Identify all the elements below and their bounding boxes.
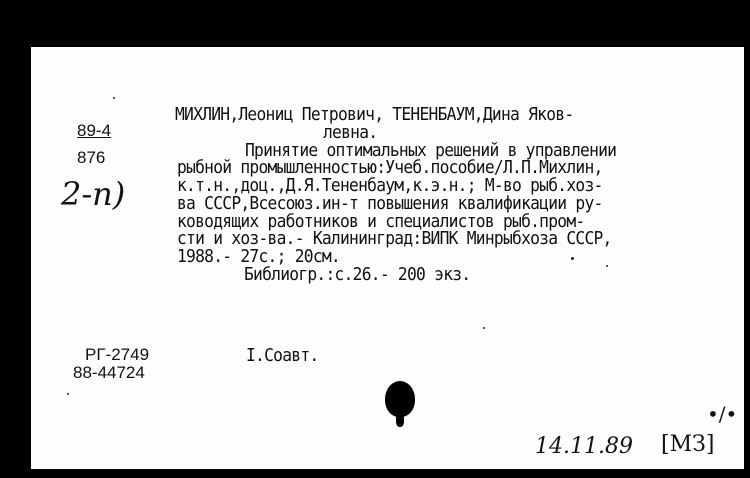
tracing-line: I.Соавт.: [246, 346, 319, 366]
shelfmark-line-1: 89-4: [77, 121, 112, 140]
entry-body-line: сти и хоз-ва.- Калининград:ВИПК Минрыбхоза СССР,: [177, 229, 612, 249]
speck: [113, 97, 115, 99]
entry-body-line: ководящих работников и специалистов рыб.пром-: [177, 212, 585, 232]
handwritten-stamp: [МЗ]: [661, 432, 715, 457]
registration-number-2: 88-44724: [73, 363, 145, 382]
ink-blot-tail: [396, 413, 404, 427]
speck: [571, 257, 574, 260]
entry-heading-continuation: левна.: [323, 123, 378, 143]
entry-heading-line: МИХЛИН,Леониц Петрович, ТЕНЕНБАУМ,Дина Яков-: [175, 105, 574, 125]
entry-body-line: 1988.- 27с.; 20см.: [177, 247, 340, 267]
entry-body-line: ва СССР,Всесоюз.ин-т повышения квалификации ру-: [177, 194, 603, 214]
registration-number-1: РГ-2749: [85, 345, 150, 364]
entry-body-line: к.т.н.,доц.,Д.Я.Тененбаум,к.э.н.; М-во рыб.хоз-: [177, 176, 603, 196]
corner-mark: •/•: [707, 402, 738, 426]
handwritten-note: 2-п): [61, 175, 126, 213]
entry-title-line: Принятие оптимальных решений в управлении: [245, 141, 617, 161]
speck: [483, 327, 485, 329]
catalog-card: [31, 47, 744, 469]
entry-body-line: рыбной промышленностью:Учеб.пособие/Л.П.Михлин,: [177, 158, 603, 178]
ink-blot: [385, 381, 415, 417]
shelfmark-line-2: 876: [77, 148, 106, 167]
handwritten-date: 14.11.89: [535, 434, 633, 459]
speck: [67, 393, 69, 395]
speck: [606, 265, 608, 267]
entry-notes-line: Библиогр.:с.26.- 200 экз.: [244, 265, 471, 285]
